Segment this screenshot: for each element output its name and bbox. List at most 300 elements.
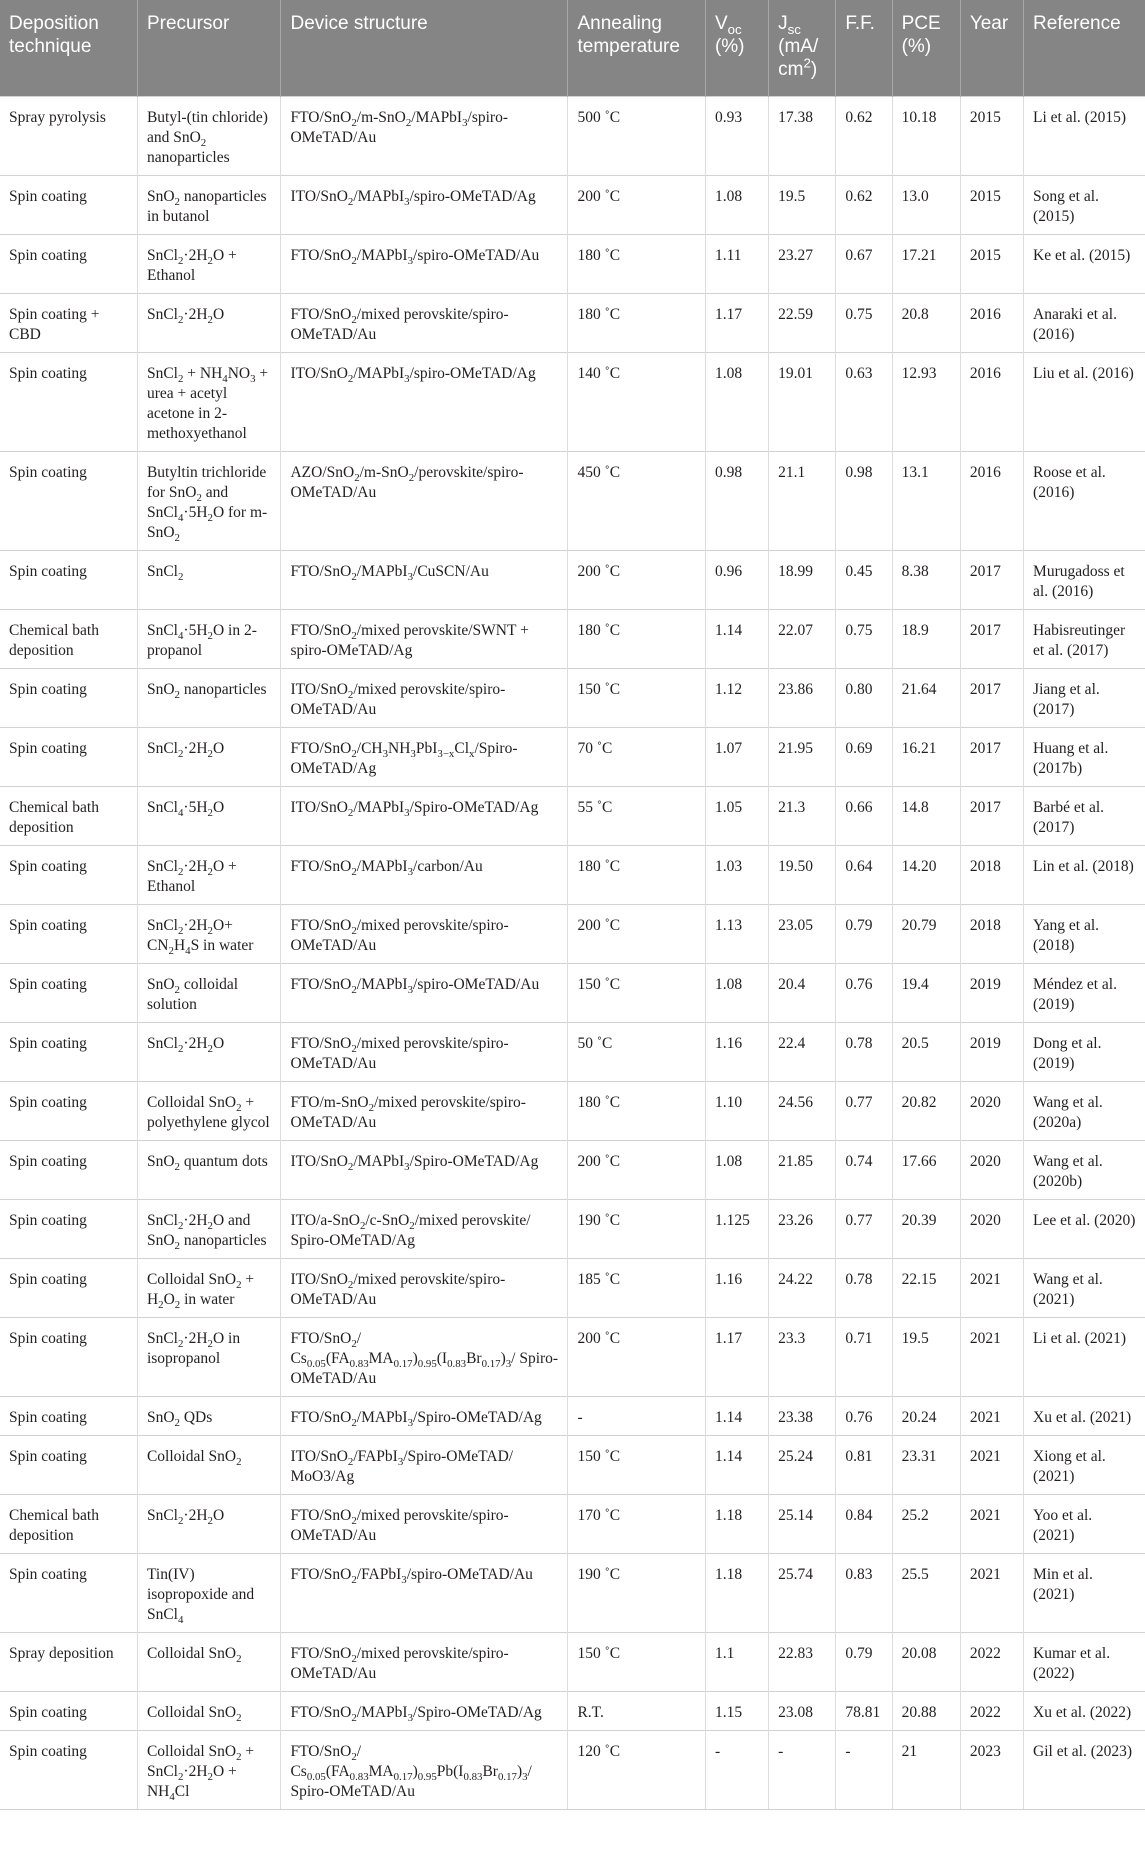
cell-reference: Li et al. (2021) — [1024, 1317, 1145, 1396]
cell-ff: 0.78 — [836, 1022, 892, 1081]
cell-annealing-temperature: 200 ˚C — [568, 1140, 705, 1199]
cell-ff: 0.75 — [836, 609, 892, 668]
cell-precursor: $SnCl_2\cdot 2H_2O$ + Ethanol — [137, 845, 281, 904]
cell-year: 2018 — [960, 904, 1023, 963]
cell-jsc: 19.50 — [769, 845, 836, 904]
cell-voc: 1.18 — [705, 1553, 768, 1632]
cell-pce: 21.64 — [892, 668, 960, 727]
cell-pce: 12.93 — [892, 352, 960, 451]
cell-voc: 1.05 — [705, 786, 768, 845]
cell-jsc: 21.95 — [769, 727, 836, 786]
cell-pce: 19.4 — [892, 963, 960, 1022]
cell-deposition-technique: Spin coating — [0, 845, 137, 904]
cell-deposition-technique: Spin coating — [0, 1553, 137, 1632]
cell-reference: Song et al. (2015) — [1024, 175, 1145, 234]
cell-deposition-technique: Spin coating — [0, 1140, 137, 1199]
cell-annealing-temperature: 180 ˚C — [568, 609, 705, 668]
cell-deposition-technique: Spin coating — [0, 550, 137, 609]
cell-voc: 1.14 — [705, 1396, 768, 1435]
cell-device-structure: FTO/$SnO_2/CH_3NH_3PbI_{3-x}Cl_x/Spiro-OMeTAD/Ag$ — [281, 727, 568, 786]
table-row — [0, 904, 1145, 963]
cell-annealing-temperature: 500 ˚C — [568, 96, 705, 175]
cell-pce: 25.5 — [892, 1553, 960, 1632]
cell-deposition-technique: Spin coating + CBD — [0, 293, 137, 352]
cell-device-structure: ITO/SnO$_2$/MAPbI$_3$/Spiro-OMeTAD/Ag — [281, 786, 568, 845]
cell-precursor: Colloidal $SnO_2 + H_2O_2$ in water — [137, 1258, 281, 1317]
cell-deposition-technique: Chemical bath deposition — [0, 1494, 137, 1553]
cell-precursor: $SnCl_4\cdot 5H_2O$ — [137, 786, 281, 845]
cell-annealing-temperature: 170 ˚C — [568, 1494, 705, 1553]
header-reference: Reference — [1024, 0, 1145, 96]
cell-device-structure: FTO/SnO$_2$/MAPbI$_3$/CuSCN/Au — [281, 550, 568, 609]
cell-reference: Xu et al. (2021) — [1024, 1396, 1145, 1435]
cell-voc: 0.98 — [705, 451, 768, 550]
cell-deposition-technique: Spin coating — [0, 1081, 137, 1140]
cell-reference: Xiong et al. (2021) — [1024, 1435, 1145, 1494]
cell-device-structure: ITO/SnO$_2$/mixed perovskite/spiro-OMeTAD/Au — [281, 668, 568, 727]
cell-annealing-temperature: 70 ˚C — [568, 727, 705, 786]
cell-jsc: 21.85 — [769, 1140, 836, 1199]
table-row — [0, 845, 1145, 904]
cell-year: 2019 — [960, 963, 1023, 1022]
cell-jsc: - — [769, 1730, 836, 1809]
cell-jsc: 20.4 — [769, 963, 836, 1022]
cell-pce: 14.20 — [892, 845, 960, 904]
table-row — [0, 1730, 1145, 1809]
cell-reference: Méndez et al. (2019) — [1024, 963, 1145, 1022]
cell-reference: Wang et al. (2021) — [1024, 1258, 1145, 1317]
cell-year: 2021 — [960, 1396, 1023, 1435]
header-device-structure: Device structure — [281, 0, 568, 96]
cell-jsc: 19.5 — [769, 175, 836, 234]
table-row — [0, 293, 1145, 352]
cell-annealing-temperature: 450 ˚C — [568, 451, 705, 550]
cell-voc: 1.03 — [705, 845, 768, 904]
cell-jsc: 17.38 — [769, 96, 836, 175]
cell-deposition-technique: Spin coating — [0, 451, 137, 550]
cell-precursor: SnO$_2$ colloidal solution — [137, 963, 281, 1022]
cell-deposition-technique: Spray deposition — [0, 1632, 137, 1691]
cell-deposition-technique: Spin coating — [0, 1258, 137, 1317]
cell-annealing-temperature: 120 ˚C — [568, 1730, 705, 1809]
cell-device-structure: FTO/SnO$_2$/MAPbI$_3$/carbon/Au — [281, 845, 568, 904]
cell-ff: 0.67 — [836, 234, 892, 293]
cell-year: 2020 — [960, 1140, 1023, 1199]
cell-precursor: SnO$_2$ nanoparticles — [137, 668, 281, 727]
cell-pce: 17.66 — [892, 1140, 960, 1199]
cell-reference: Huang et al. (2017b) — [1024, 727, 1145, 786]
cell-ff: - — [836, 1730, 892, 1809]
cell-ff: 0.63 — [836, 352, 892, 451]
cell-year: 2019 — [960, 1022, 1023, 1081]
cell-jsc: 22.07 — [769, 609, 836, 668]
cell-reference: Habisreutinger et al. (2017) — [1024, 609, 1145, 668]
cell-pce: 20.8 — [892, 293, 960, 352]
cell-annealing-temperature: 150 ˚C — [568, 963, 705, 1022]
cell-voc: 1.17 — [705, 293, 768, 352]
cell-annealing-temperature: 140 ˚C — [568, 352, 705, 451]
cell-jsc: 22.83 — [769, 1632, 836, 1691]
cell-pce: 20.79 — [892, 904, 960, 963]
cell-voc: 1.11 — [705, 234, 768, 293]
cell-year: 2020 — [960, 1081, 1023, 1140]
cell-ff: 78.81 — [836, 1691, 892, 1730]
cell-pce: 17.21 — [892, 234, 960, 293]
cell-voc: 1.13 — [705, 904, 768, 963]
cell-deposition-technique: Spin coating — [0, 963, 137, 1022]
cell-precursor: Colloidal SnO$_2$ — [137, 1632, 281, 1691]
cell-device-structure: AZO/SnO$_2$/m-SnO$_2$/perovskite/spiro-OMeTAD/Au — [281, 451, 568, 550]
table-row — [0, 786, 1145, 845]
cell-voc: 1.15 — [705, 1691, 768, 1730]
cell-deposition-technique: Spin coating — [0, 668, 137, 727]
cell-device-structure: FTO/SnO$_2$/MAPbI$_3$/spiro-OMeTAD/Au — [281, 963, 568, 1022]
cell-jsc: 23.05 — [769, 904, 836, 963]
cell-jsc: 24.56 — [769, 1081, 836, 1140]
cell-device-structure: FTO/SnO$_2$/mixed perovskite/spiro-OMeTAD/Au — [281, 1494, 568, 1553]
cell-pce: 10.18 — [892, 96, 960, 175]
cell-year: 2021 — [960, 1317, 1023, 1396]
cell-annealing-temperature: 55 ˚C — [568, 786, 705, 845]
cell-voc: 1.08 — [705, 175, 768, 234]
cell-device-structure: FTO/m-SnO$_2$/mixed perovskite/spiro-OMeTAD/Au — [281, 1081, 568, 1140]
cell-pce: 20.08 — [892, 1632, 960, 1691]
table-row — [0, 668, 1145, 727]
cell-voc: 1.07 — [705, 727, 768, 786]
table-row — [0, 550, 1145, 609]
cell-annealing-temperature: 50 ˚C — [568, 1022, 705, 1081]
cell-device-structure: FTO/SnO$_2$/mixed perovskite/SWNT + spiro-OMeTAD/Ag — [281, 609, 568, 668]
cell-precursor: SnO$_2$ nanoparticles in butanol — [137, 175, 281, 234]
table-body — [0, 96, 1145, 1809]
cell-voc: - — [705, 1730, 768, 1809]
cell-voc: 1.1 — [705, 1632, 768, 1691]
cell-voc: 0.93 — [705, 96, 768, 175]
cell-device-structure: ITO/SnO$_2$/MAPbI$_3$/spiro-OMeTAD/Ag — [281, 352, 568, 451]
cell-year: 2022 — [960, 1691, 1023, 1730]
cell-voc: 1.125 — [705, 1199, 768, 1258]
cell-voc: 1.16 — [705, 1022, 768, 1081]
cell-jsc: 24.22 — [769, 1258, 836, 1317]
cell-pce: 21 — [892, 1730, 960, 1809]
cell-annealing-temperature: 180 ˚C — [568, 845, 705, 904]
cell-year: 2017 — [960, 550, 1023, 609]
cell-jsc: 22.4 — [769, 1022, 836, 1081]
cell-device-structure: FTO/SnO$_2$/FAPbI$_3$/spiro-OMeTAD/Au — [281, 1553, 568, 1632]
cell-year: 2017 — [960, 609, 1023, 668]
cell-precursor: SnO$_2$ QDs — [137, 1396, 281, 1435]
cell-device-structure: FTO/SnO$_2$/MAPbI$_3$/Spiro-OMeTAD/Ag — [281, 1691, 568, 1730]
cell-device-structure: FTO/SnO$_2$/ $Cs_{0.05}(FA_{0.83}MA_{0.17})_{0.95}Pb(I_{0.83}Br_{0.17})_3/$ Spiro-OMeTAD/Au — [281, 1730, 568, 1809]
cell-ff: 0.74 — [836, 1140, 892, 1199]
table-row — [0, 609, 1145, 668]
cell-reference: Yang et al. (2018) — [1024, 904, 1145, 963]
table-row — [0, 1435, 1145, 1494]
cell-voc: 1.08 — [705, 963, 768, 1022]
cell-reference: Wang et al. (2020a) — [1024, 1081, 1145, 1140]
cell-precursor: Colloidal SnO$_2$ + polyethylene glycol — [137, 1081, 281, 1140]
cell-device-structure: FTO/SnO$_2$/mixed perovskite/spiro-OMeTAD/Au — [281, 1632, 568, 1691]
cell-jsc: 23.86 — [769, 668, 836, 727]
cell-year: 2021 — [960, 1494, 1023, 1553]
header-annealing-temperature: Annealing temperature — [568, 0, 705, 96]
cell-deposition-technique: Chemical bath deposition — [0, 786, 137, 845]
cell-year: 2017 — [960, 786, 1023, 845]
cell-precursor: Tin(IV) isopropoxide and SnCl$_4$ — [137, 1553, 281, 1632]
cell-pce: 22.15 — [892, 1258, 960, 1317]
cell-deposition-technique: Spin coating — [0, 1022, 137, 1081]
cell-voc: 1.14 — [705, 609, 768, 668]
cell-ff: 0.62 — [836, 175, 892, 234]
cell-device-structure: FTO/SnO$_2$/mixed perovskite/spiro-OMeTAD/Au — [281, 293, 568, 352]
cell-deposition-technique: Spray pyrolysis — [0, 96, 137, 175]
cell-reference: Roose et al. (2016) — [1024, 451, 1145, 550]
cell-precursor: $SnCl_2\cdot 2H_2O+ CN_2H_4S$ in water — [137, 904, 281, 963]
cell-ff: 0.84 — [836, 1494, 892, 1553]
table-row — [0, 1140, 1145, 1199]
cell-pce: 14.8 — [892, 786, 960, 845]
cell-device-structure: FTO/SnO$_2$/MAPbI$_3$/Spiro-OMeTAD/Ag — [281, 1396, 568, 1435]
cell-reference: Gil et al. (2023) — [1024, 1730, 1145, 1809]
cell-year: 2017 — [960, 727, 1023, 786]
cell-year: 2023 — [960, 1730, 1023, 1809]
cell-ff: 0.77 — [836, 1199, 892, 1258]
cell-reference: Min et al. (2021) — [1024, 1553, 1145, 1632]
cell-year: 2015 — [960, 175, 1023, 234]
cell-pce: 20.82 — [892, 1081, 960, 1140]
cell-deposition-technique: Spin coating — [0, 352, 137, 451]
table-row — [0, 1199, 1145, 1258]
cell-device-structure: FTO/SnO$_2$/mixed perovskite/spiro-OMeTAD/Au — [281, 904, 568, 963]
cell-precursor: Colloidal $SnO_2 + SnCl_2\cdot 2H_2O + NH_4Cl$ — [137, 1730, 281, 1809]
cell-voc: 1.10 — [705, 1081, 768, 1140]
table-row — [0, 727, 1145, 786]
table-row — [0, 1258, 1145, 1317]
cell-precursor: Butyltin trichloride for SnO$_2$ and $SnCl_4\cdot 5H_2O$ for m-SnO$_2$ — [137, 451, 281, 550]
cell-annealing-temperature: 180 ˚C — [568, 234, 705, 293]
cell-ff: 0.98 — [836, 451, 892, 550]
table-header — [0, 0, 1145, 96]
cell-voc: 1.18 — [705, 1494, 768, 1553]
cell-precursor: SnCl$_2$ + $NH_4NO_3$ + urea + acetyl acetone in 2-methoxyethanol — [137, 352, 281, 451]
cell-voc: 1.16 — [705, 1258, 768, 1317]
cell-device-structure: FTO/SnO$_2$/m-SnO$_2$/MAPbI$_3$/spiro-OMeTAD/Au — [281, 96, 568, 175]
cell-voc: 0.96 — [705, 550, 768, 609]
cell-annealing-temperature: 200 ˚C — [568, 550, 705, 609]
cell-year: 2021 — [960, 1553, 1023, 1632]
cell-device-structure: ITO/SnO$_2$/MAPbI$_3$/spiro-OMeTAD/Ag — [281, 175, 568, 234]
cell-annealing-temperature: 200 ˚C — [568, 904, 705, 963]
cell-year: 2020 — [960, 1199, 1023, 1258]
cell-reference: Jiang et al. (2017) — [1024, 668, 1145, 727]
cell-jsc: 25.74 — [769, 1553, 836, 1632]
header-row — [0, 0, 1145, 96]
cell-pce: 18.9 — [892, 609, 960, 668]
cell-device-structure: ITO/SnO$_2$/mixed perovskite/spiro-OMeTAD/Au — [281, 1258, 568, 1317]
cell-annealing-temperature: 150 ˚C — [568, 668, 705, 727]
table-row — [0, 1553, 1145, 1632]
table-row — [0, 96, 1145, 175]
table-row — [0, 1081, 1145, 1140]
cell-annealing-temperature: 185 ˚C — [568, 1258, 705, 1317]
cell-annealing-temperature: 180 ˚C — [568, 293, 705, 352]
header-pce: PCE (%) — [892, 0, 960, 96]
cell-annealing-temperature: R.T. — [568, 1691, 705, 1730]
cell-deposition-technique: Spin coating — [0, 1396, 137, 1435]
table-row — [0, 451, 1145, 550]
cell-year: 2016 — [960, 451, 1023, 550]
cell-precursor: Colloidal SnO$_2$ — [137, 1435, 281, 1494]
cell-voc: 1.08 — [705, 352, 768, 451]
header-year: Year — [960, 0, 1023, 96]
cell-reference: Dong et al. (2019) — [1024, 1022, 1145, 1081]
cell-year: 2018 — [960, 845, 1023, 904]
cell-year: 2015 — [960, 234, 1023, 293]
cell-reference: Wang et al. (2020b) — [1024, 1140, 1145, 1199]
cell-jsc: 23.3 — [769, 1317, 836, 1396]
cell-pce: 23.31 — [892, 1435, 960, 1494]
cell-jsc: 19.01 — [769, 352, 836, 451]
table-row — [0, 234, 1145, 293]
cell-deposition-technique: Chemical bath deposition — [0, 609, 137, 668]
table-row — [0, 175, 1145, 234]
cell-reference: Yoo et al. (2021) — [1024, 1494, 1145, 1553]
cell-reference: Liu et al. (2016) — [1024, 352, 1145, 451]
cell-annealing-temperature: 180 ˚C — [568, 1081, 705, 1140]
cell-deposition-technique: Spin coating — [0, 904, 137, 963]
cell-deposition-technique: Spin coating — [0, 1691, 137, 1730]
cell-precursor: $SnCl_2\cdot 2H_2O$ — [137, 727, 281, 786]
cell-deposition-technique: Spin coating — [0, 727, 137, 786]
cell-year: 2016 — [960, 293, 1023, 352]
cell-voc: 1.08 — [705, 1140, 768, 1199]
header-jsc: $J_{sc}$ (mA/ $cm^2$) — [769, 0, 836, 96]
cell-jsc: 25.14 — [769, 1494, 836, 1553]
table-row — [0, 352, 1145, 451]
cell-voc: 1.14 — [705, 1435, 768, 1494]
table-row — [0, 963, 1145, 1022]
cell-ff: 0.79 — [836, 1632, 892, 1691]
table-row — [0, 1494, 1145, 1553]
table-row — [0, 1691, 1145, 1730]
cell-pce: 20.88 — [892, 1691, 960, 1730]
cell-jsc: 23.08 — [769, 1691, 836, 1730]
cell-year: 2016 — [960, 352, 1023, 451]
cell-ff: 0.62 — [836, 96, 892, 175]
cell-precursor: Butyl-(tin chloride) and SnO$_2$ nanoparticles — [137, 96, 281, 175]
cell-jsc: 25.24 — [769, 1435, 836, 1494]
cell-precursor: $SnCl_2\cdot 2H_2O$ — [137, 1022, 281, 1081]
cell-deposition-technique: Spin coating — [0, 175, 137, 234]
cell-jsc: 22.59 — [769, 293, 836, 352]
table-row — [0, 1396, 1145, 1435]
header-deposition-technique: Deposition technique — [0, 0, 137, 96]
cell-precursor: $SnCl_4\cdot 5H_2O$ in 2-propanol — [137, 609, 281, 668]
cell-device-structure: FTO/SnO$_2$/ $Cs_{0.05}(FA_{0.83}MA_{0.17})_{0.95}(I_{0.83}Br_{0.17})_3/$ Spiro-OMeTAD/Au — [281, 1317, 568, 1396]
cell-ff: 0.83 — [836, 1553, 892, 1632]
cell-annealing-temperature: - — [568, 1396, 705, 1435]
table-row — [0, 1632, 1145, 1691]
cell-pce: 20.24 — [892, 1396, 960, 1435]
cell-reference: Xu et al. (2022) — [1024, 1691, 1145, 1730]
cell-precursor: $SnCl_2\cdot 2H_2O$ and SnO$_2$ nanoparticles — [137, 1199, 281, 1258]
cell-ff: 0.45 — [836, 550, 892, 609]
cell-precursor: SnCl$_2$ — [137, 550, 281, 609]
cell-reference: Lin et al. (2018) — [1024, 845, 1145, 904]
table-row — [0, 1317, 1145, 1396]
cell-pce: 20.39 — [892, 1199, 960, 1258]
cell-reference: Lee et al. (2020) — [1024, 1199, 1145, 1258]
cell-reference: Murugadoss et al. (2016) — [1024, 550, 1145, 609]
cell-ff: 0.71 — [836, 1317, 892, 1396]
cell-ff: 0.81 — [836, 1435, 892, 1494]
cell-pce: 13.1 — [892, 451, 960, 550]
cell-device-structure: ITO/SnO$_2$/MAPbI$_3$/Spiro-OMeTAD/Ag — [281, 1140, 568, 1199]
cell-annealing-temperature: 150 ˚C — [568, 1435, 705, 1494]
cell-pce: 20.5 — [892, 1022, 960, 1081]
cell-precursor: $SnCl_2\cdot 2H_2O$ in isopropanol — [137, 1317, 281, 1396]
cell-deposition-technique: Spin coating — [0, 1730, 137, 1809]
cell-year: 2022 — [960, 1632, 1023, 1691]
cell-precursor: $SnCl_2\cdot 2H_2O$ — [137, 293, 281, 352]
cell-annealing-temperature: 190 ˚C — [568, 1553, 705, 1632]
cell-jsc: 23.26 — [769, 1199, 836, 1258]
cell-precursor: $SnCl_2\cdot 2H_2O$ + Ethanol — [137, 234, 281, 293]
cell-reference: Ke et al. (2015) — [1024, 234, 1145, 293]
cell-reference: Barbé et al. (2017) — [1024, 786, 1145, 845]
cell-deposition-technique: Spin coating — [0, 1317, 137, 1396]
cell-pce: 16.21 — [892, 727, 960, 786]
cell-pce: 19.5 — [892, 1317, 960, 1396]
cell-annealing-temperature: 200 ˚C — [568, 175, 705, 234]
cell-voc: 1.17 — [705, 1317, 768, 1396]
table-row — [0, 1022, 1145, 1081]
header-precursor: Precursor — [137, 0, 281, 96]
cell-ff: 0.80 — [836, 668, 892, 727]
cell-ff: 0.66 — [836, 786, 892, 845]
cell-precursor: $SnCl_2\cdot 2H_2O$ — [137, 1494, 281, 1553]
cell-deposition-technique: Spin coating — [0, 1435, 137, 1494]
cell-device-structure: ITO/SnO$_2$/FAPbI$_3$/Spiro-OMeTAD/ MoO3/Ag — [281, 1435, 568, 1494]
cell-voc: 1.12 — [705, 668, 768, 727]
cell-pce: 13.0 — [892, 175, 960, 234]
cell-precursor: SnO$_2$ quantum dots — [137, 1140, 281, 1199]
cell-ff: 0.78 — [836, 1258, 892, 1317]
header-ff: F.F. — [836, 0, 892, 96]
cell-jsc: 21.1 — [769, 451, 836, 550]
cell-annealing-temperature: 200 ˚C — [568, 1317, 705, 1396]
cell-precursor: Colloidal SnO$_2$ — [137, 1691, 281, 1730]
cell-year: 2017 — [960, 668, 1023, 727]
cell-year: 2021 — [960, 1435, 1023, 1494]
cell-reference: Kumar et al. (2022) — [1024, 1632, 1145, 1691]
cell-ff: 0.79 — [836, 904, 892, 963]
cell-ff: 0.69 — [836, 727, 892, 786]
cell-deposition-technique: Spin coating — [0, 234, 137, 293]
cell-deposition-technique: Spin coating — [0, 1199, 137, 1258]
cell-device-structure: FTO/SnO$_2$/MAPbI$_3$/spiro-OMeTAD/Au — [281, 234, 568, 293]
cell-jsc: 18.99 — [769, 550, 836, 609]
cell-ff: 0.75 — [836, 293, 892, 352]
cell-jsc: 23.27 — [769, 234, 836, 293]
cell-ff: 0.76 — [836, 963, 892, 1022]
cell-year: 2021 — [960, 1258, 1023, 1317]
cell-annealing-temperature: 150 ˚C — [568, 1632, 705, 1691]
cell-device-structure: ITO/a-SnO$_2$/c-SnO$_2$/mixed perovskite/ Spiro-OMeTAD/Ag — [281, 1199, 568, 1258]
cell-pce: 25.2 — [892, 1494, 960, 1553]
header-voc: $V_{oc}$ (%) — [705, 0, 768, 96]
cell-year: 2015 — [960, 96, 1023, 175]
